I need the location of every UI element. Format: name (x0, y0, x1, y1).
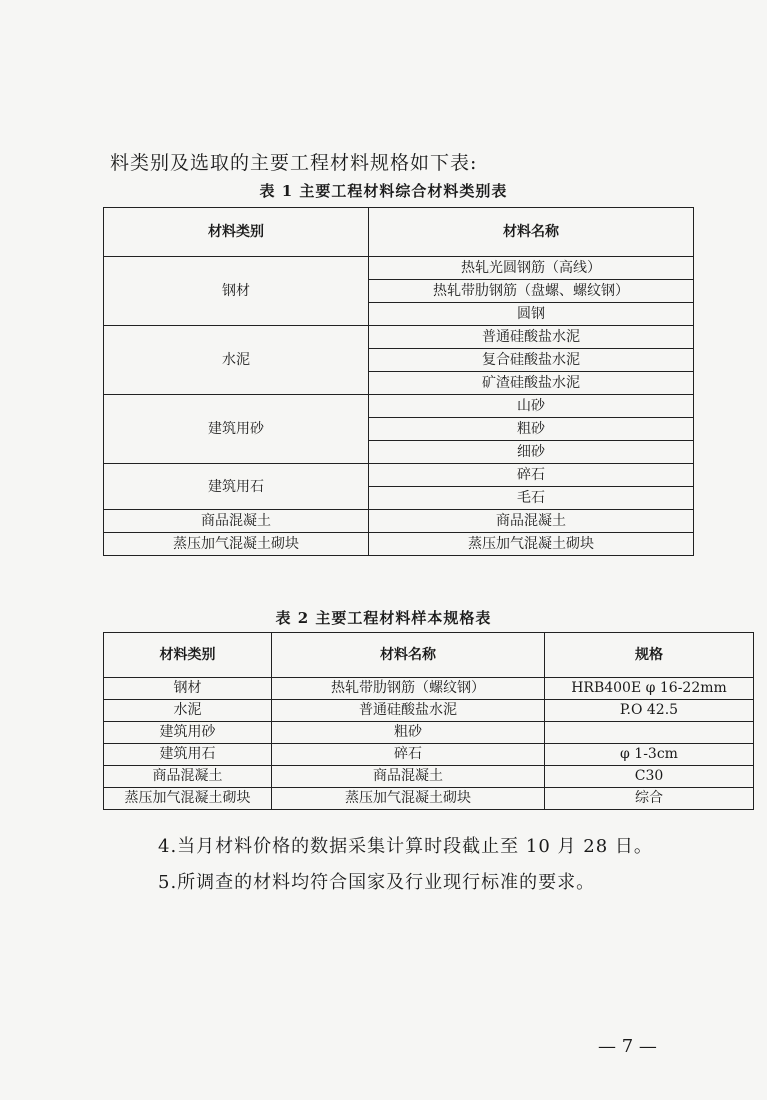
table2-row (104, 744, 754, 766)
table2-spec-cell: 综合 (545, 788, 754, 810)
table2-name-cell: 热轧带肋钢筋（螺纹钢） (272, 678, 545, 700)
table2-spec-cell: C30 (545, 766, 754, 788)
table1-row (104, 395, 694, 418)
table2-category-cell: 水泥 (104, 700, 272, 722)
table1-row (104, 257, 694, 280)
intro-text: 料类别及选取的主要工程材料规格如下表: (110, 152, 478, 174)
table2-name-cell: 商品混凝土 (272, 766, 545, 788)
table1-name-cell: 细砂 (369, 441, 694, 464)
table1-category-cell: 商品混凝土 (104, 510, 369, 533)
note-4: 4.当月材料价格的数据采集计算时段截止至 10 月 28 日。 (158, 836, 653, 857)
table2-category-cell: 建筑用石 (104, 744, 272, 766)
table2-name-cell: 碎石 (272, 744, 545, 766)
table2-name-cell: 粗砂 (272, 722, 545, 744)
table1-name-cell: 碎石 (369, 464, 694, 487)
table2-header-row (104, 633, 754, 678)
table1-category-cell: 建筑用石 (104, 464, 369, 510)
table2-caption: 表 2 主要工程材料样本规格表 (275, 609, 492, 627)
table1-name-cell: 圆钢 (369, 303, 694, 326)
table2-name-cell: 普通硅酸盐水泥 (272, 700, 545, 722)
table2-spec-cell: HRB400E φ 16-22mm (545, 678, 754, 700)
table1-header-row (104, 208, 694, 257)
table1-name-cell: 热轧光圆钢筋（高线） (369, 257, 694, 280)
table1-header-category: 材料类别 (104, 208, 369, 257)
table2-header-spec: 规格 (545, 633, 754, 678)
table2-row (104, 766, 754, 788)
table2-category-cell: 商品混凝土 (104, 766, 272, 788)
table1-row (104, 464, 694, 487)
table1-name-cell: 蒸压加气混凝土砌块 (369, 533, 694, 556)
note-5: 5.所调查的材料均符合国家及行业现行标准的要求。 (158, 872, 596, 893)
table2-material-specs (103, 632, 754, 810)
table1-name-cell: 普通硅酸盐水泥 (369, 326, 694, 349)
page-number: — 7 — (598, 1036, 657, 1057)
table2-row (104, 678, 754, 700)
table2-spec-cell: φ 1-3cm (545, 744, 754, 766)
table1-material-categories (103, 207, 694, 556)
table1-name-cell: 矿渣硅酸盐水泥 (369, 372, 694, 395)
table1-row (104, 510, 694, 533)
table1-name-cell: 热轧带肋钢筋（盘螺、螺纹钢） (369, 280, 694, 303)
table1-name-cell: 山砂 (369, 395, 694, 418)
table2-row (104, 788, 754, 810)
table2-category-cell: 钢材 (104, 678, 272, 700)
table2-spec-cell: P.O 42.5 (545, 700, 754, 722)
table2-spec-cell (545, 722, 754, 744)
table1-category-cell: 钢材 (104, 257, 369, 326)
table2-name-cell: 蒸压加气混凝土砌块 (272, 788, 545, 810)
table1-category-cell: 建筑用砂 (104, 395, 369, 464)
table2-row (104, 700, 754, 722)
table1-row (104, 326, 694, 349)
table1-category-cell: 蒸压加气混凝土砌块 (104, 533, 369, 556)
table1-header-name: 材料名称 (369, 208, 694, 257)
table1-caption: 表 1 主要工程材料综合材料类别表 (259, 182, 508, 200)
table1-name-cell: 粗砂 (369, 418, 694, 441)
table2-header-category: 材料类别 (104, 633, 272, 678)
table2-row (104, 722, 754, 744)
table2-header-name: 材料名称 (272, 633, 545, 678)
table2-category-cell: 建筑用砂 (104, 722, 272, 744)
table1-name-cell: 毛石 (369, 487, 694, 510)
table1-category-cell: 水泥 (104, 326, 369, 395)
table2-category-cell: 蒸压加气混凝土砌块 (104, 788, 272, 810)
table1-name-cell: 复合硅酸盐水泥 (369, 349, 694, 372)
table1-name-cell: 商品混凝土 (369, 510, 694, 533)
table1-row (104, 533, 694, 556)
